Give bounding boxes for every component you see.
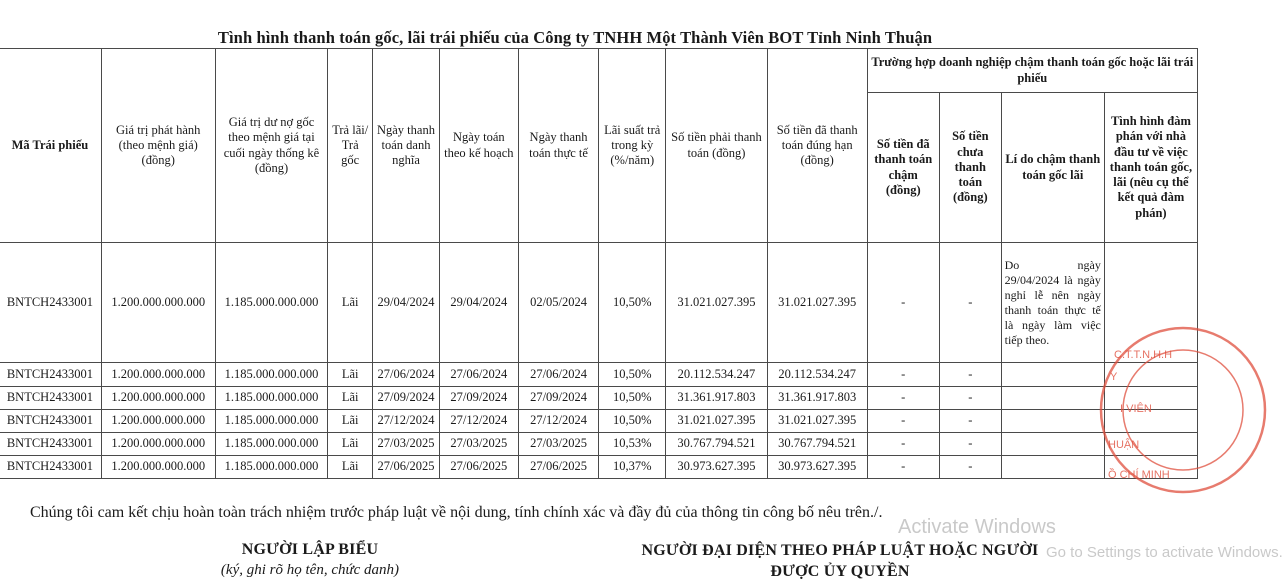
cell-rate: 10,50%: [599, 363, 666, 387]
cell-late-paid: -: [867, 456, 939, 479]
cell-unpaid: -: [939, 456, 1001, 479]
cell-negotiation: [1104, 243, 1197, 363]
header-outstanding: Giá trị dư nợ gốc theo mệnh giá tại cuối ngày thống kê (đồng): [215, 49, 328, 243]
cell-rate: 10,50%: [599, 410, 666, 433]
header-late-group: Trường hợp doanh nghiệp chậm thanh toán gốc hoặc lãi trái phiếu: [867, 49, 1197, 93]
table-row: [0, 243, 1198, 363]
cell-pay-type: Lãi: [328, 433, 373, 456]
cell-actual-date: 27/03/2025: [518, 433, 599, 456]
cell-bond-code: BNTCH2433001: [0, 363, 101, 387]
cell-unpaid: -: [939, 363, 1001, 387]
cell-actual-date: 27/06/2024: [518, 363, 599, 387]
cell-unpaid: -: [939, 387, 1001, 410]
late-reason-text: Do ngày 29/04/2024 là ngày nghỉ lễ nên ngày thanh toán thực tế là ngày làm việc tiếp theo.: [1004, 257, 1101, 347]
cell-outstanding: 1.185.000.000.000: [215, 410, 328, 433]
header-rate: Lãi suất trả trong kỳ (%/năm): [599, 49, 666, 243]
cell-rate: 10,50%: [599, 387, 666, 410]
seal-text-4: HUẬN: [1108, 439, 1140, 451]
cell-planned-date: 27/09/2024: [439, 387, 518, 410]
cell-late-paid: -: [867, 363, 939, 387]
cell-rate: 10,37%: [599, 456, 666, 479]
table-row: [0, 387, 1198, 410]
preparer-signature-block: [205, 541, 415, 579]
cell-issue-value: 1.200.000.000.000: [101, 243, 215, 363]
header-amount-paid: Số tiền đã thanh toán đúng hạn (đồng): [767, 49, 867, 243]
cell-late-paid: -: [867, 433, 939, 456]
cell-late-paid: -: [867, 243, 939, 363]
cell-issue-value: 1.200.000.000.000: [101, 456, 215, 479]
header-nominal-date: Ngày thanh toán danh nghĩa: [373, 49, 440, 243]
preparer-title: NGƯỜI LẬP BIỂU: [241, 541, 379, 558]
cell-nominal-date: 27/03/2025: [373, 433, 440, 456]
cell-late-reason: [1001, 243, 1104, 363]
header-late-reason: Lí do chậm thanh toán gốc lãi: [1001, 93, 1104, 243]
cell-amount-due: 31.021.027.395: [666, 410, 768, 433]
header-late-paid: Số tiền đã thanh toán chậm (đồng): [867, 93, 939, 243]
cell-planned-date: 27/06/2025: [439, 456, 518, 479]
commitment-statement: Chúng tôi cam kết chịu hoàn toàn trách nhiệm trước pháp luật về nội dung, tính chính xác và đầy đủ của thông tin công bố nêu trên./.: [30, 504, 883, 521]
cell-negotiation: [1104, 410, 1197, 433]
cell-nominal-date: 27/12/2024: [373, 410, 440, 433]
cell-actual-date: 27/09/2024: [518, 387, 599, 410]
cell-outstanding: 1.185.000.000.000: [215, 433, 328, 456]
cell-amount-paid: 31.361.917.803: [767, 387, 867, 410]
cell-actual-date: 02/05/2024: [518, 243, 599, 363]
cell-amount-paid: 31.021.027.395: [767, 243, 867, 363]
cell-actual-date: 27/12/2024: [518, 410, 599, 433]
cell-outstanding: 1.185.000.000.000: [215, 243, 328, 363]
cell-planned-date: 27/12/2024: [439, 410, 518, 433]
cell-late-paid: -: [867, 410, 939, 433]
representative-signature-title: NGƯỜI ĐẠI DIỆN THEO PHÁP LUẬT HOẶC NGƯỜI ĐƯỢC ỦY QUYỀN: [641, 542, 1039, 580]
cell-issue-value: 1.200.000.000.000: [101, 433, 215, 456]
header-issue-value: Giá trị phát hành (theo mệnh giá) (đồng): [101, 49, 215, 243]
cell-pay-type: Lãi: [328, 456, 373, 479]
cell-pay-type: Lãi: [328, 363, 373, 387]
cell-nominal-date: 29/04/2024: [373, 243, 440, 363]
cell-pay-type: Lãi: [328, 410, 373, 433]
cell-actual-date: 27/06/2025: [518, 456, 599, 479]
preparer-hint: (ký, ghi rõ họ tên, chức danh): [220, 562, 400, 578]
cell-planned-date: 29/04/2024: [439, 243, 518, 363]
cell-amount-paid: 30.973.627.395: [767, 456, 867, 479]
cell-late-paid: -: [867, 387, 939, 410]
cell-negotiation: [1104, 387, 1197, 410]
seal-text-1: C.T.T.N.H.H: [1114, 349, 1173, 361]
cell-amount-paid: 20.112.534.247: [767, 363, 867, 387]
cell-amount-due: 31.021.027.395: [666, 243, 768, 363]
cell-negotiation: [1104, 456, 1197, 479]
header-amount-due: Số tiền phải thanh toán (đồng): [666, 49, 768, 243]
cell-issue-value: 1.200.000.000.000: [101, 410, 215, 433]
cell-issue-value: 1.200.000.000.000: [101, 387, 215, 410]
cell-outstanding: 1.185.000.000.000: [215, 387, 328, 410]
cell-unpaid: -: [939, 243, 1001, 363]
cell-late-reason: [1001, 410, 1104, 433]
cell-amount-paid: 31.021.027.395: [767, 410, 867, 433]
header-planned-date: Ngày toán theo kế hoạch: [439, 49, 518, 243]
cell-late-reason: [1001, 433, 1104, 456]
seal-text-2: Y: [1110, 371, 1118, 383]
cell-pay-type: Lãi: [328, 243, 373, 363]
cell-late-reason: [1001, 456, 1104, 479]
cell-amount-due: 30.973.627.395: [666, 456, 768, 479]
bond-payment-table: [0, 48, 1198, 479]
cell-nominal-date: 27/06/2025: [373, 456, 440, 479]
cell-unpaid: -: [939, 433, 1001, 456]
cell-amount-paid: 30.767.794.521: [767, 433, 867, 456]
cell-late-reason: [1001, 387, 1104, 410]
table-row: [0, 456, 1198, 479]
table-row: [0, 433, 1198, 456]
table-row: [0, 410, 1198, 433]
activation-watermark: [898, 516, 1283, 561]
seal-text-5: Ồ CHÍ MINH: [1108, 469, 1170, 481]
cell-bond-code: BNTCH2433001: [0, 387, 101, 410]
cell-bond-code: BNTCH2433001: [0, 410, 101, 433]
cell-issue-value: 1.200.000.000.000: [101, 363, 215, 387]
cell-rate: 10,50%: [599, 243, 666, 363]
cell-pay-type: Lãi: [328, 387, 373, 410]
header-negotiation: Tình hình đàm phán với nhà đầu tư về việc thanh toán gốc, lãi (nêu cụ thể kết quả đàm phán): [1104, 93, 1197, 243]
cell-amount-due: 30.767.794.521: [666, 433, 768, 456]
cell-outstanding: 1.185.000.000.000: [215, 456, 328, 479]
header-bond-code: Mã Trái phiếu: [0, 49, 101, 243]
header-unpaid: Số tiền chưa thanh toán (đồng): [939, 93, 1001, 243]
watermark-line-1: Activate Windows: [898, 516, 1056, 538]
cell-planned-date: 27/06/2024: [439, 363, 518, 387]
cell-bond-code: BNTCH2433001: [0, 243, 101, 363]
cell-bond-code: BNTCH2433001: [0, 433, 101, 456]
cell-outstanding: 1.185.000.000.000: [215, 363, 328, 387]
cell-unpaid: -: [939, 410, 1001, 433]
watermark-line-2: Go to Settings to activate Windows.: [1046, 544, 1283, 561]
cell-late-reason: [1001, 363, 1104, 387]
cell-negotiation: [1104, 433, 1197, 456]
cell-amount-due: 31.361.917.803: [666, 387, 768, 410]
table-row: [0, 363, 1198, 387]
cell-nominal-date: 27/06/2024: [373, 363, 440, 387]
header-pay-type: Trả lãi/ Trả gốc: [328, 49, 373, 243]
document-title: Tình hình thanh toán gốc, lãi trái phiếu của Công ty TNHH Một Thành Viên BOT Tỉnh Ninh Thuận: [217, 28, 933, 47]
cell-negotiation: [1104, 363, 1197, 387]
cell-rate: 10,53%: [599, 433, 666, 456]
cell-bond-code: BNTCH2433001: [0, 456, 101, 479]
seal-text-3: I VIÊN: [1120, 403, 1152, 415]
cell-nominal-date: 27/09/2024: [373, 387, 440, 410]
cell-amount-due: 20.112.534.247: [666, 363, 768, 387]
header-actual-date: Ngày thanh toán thực tế: [518, 49, 599, 243]
cell-planned-date: 27/03/2025: [439, 433, 518, 456]
